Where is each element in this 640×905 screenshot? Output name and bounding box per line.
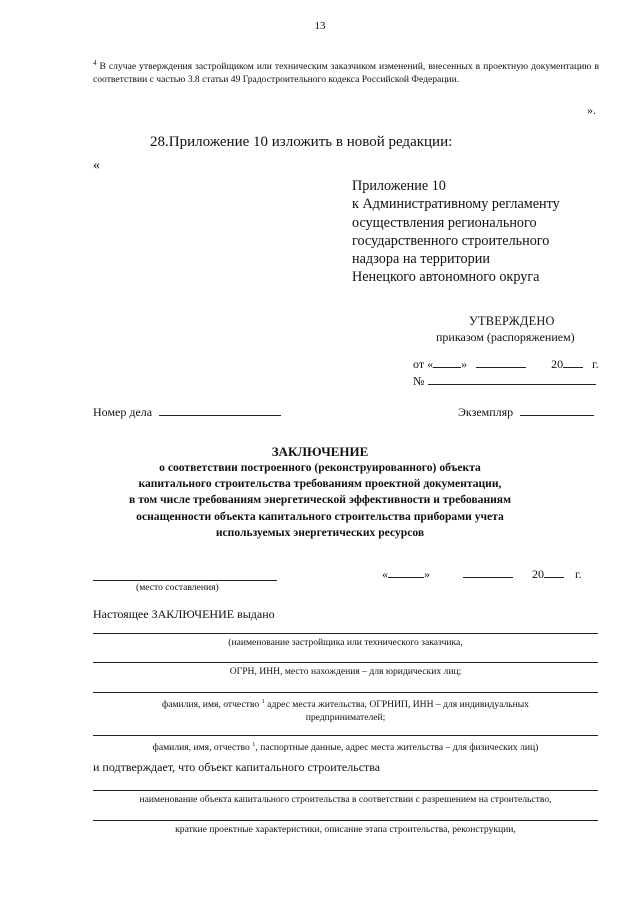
subtitle-line: оснащенности объекта капитального строительства приборами учета bbox=[136, 509, 504, 523]
date-year-blank[interactable] bbox=[544, 566, 564, 578]
entrepreneur-caption-c: предпринимателей; bbox=[305, 712, 386, 724]
subtitle-line: капитального строительства требованиям проектной документации, bbox=[138, 477, 502, 491]
order-number-blank[interactable] bbox=[428, 373, 596, 385]
issued-text: Настоящее ЗАКЛЮЧЕНИЕ выдано bbox=[93, 607, 275, 621]
case-number-blank[interactable] bbox=[159, 404, 281, 416]
copy-label: Экземпляр bbox=[458, 405, 514, 419]
approved-title: УТВЕРЖДЕНО bbox=[469, 314, 555, 328]
entrepreneur-blank[interactable] bbox=[93, 692, 598, 693]
entrepreneur-caption-line bbox=[93, 695, 598, 711]
approved-subtitle: приказом (распоряжением) bbox=[436, 330, 575, 344]
order-year-suffix: г. bbox=[592, 357, 599, 371]
subtitle-line: о соответствии построенного (реконструированного) объекта bbox=[159, 461, 481, 474]
conclusion-date-line bbox=[382, 566, 582, 582]
page-number: 13 bbox=[314, 20, 326, 32]
appendix-line: надзора на территории bbox=[352, 251, 490, 268]
entrepreneur-footnote-marker: 1 bbox=[261, 698, 265, 705]
footnote-closing-quote: ». bbox=[587, 103, 596, 117]
developer-caption: (наименование застройщика или технического заказчика, bbox=[228, 637, 463, 648]
appendix-line: осуществления регионального bbox=[352, 214, 537, 231]
order-quote-close: » bbox=[461, 357, 468, 371]
place-blank[interactable] bbox=[93, 580, 277, 581]
date-year-suffix: г. bbox=[575, 567, 582, 581]
object-name-caption: наименование объекта капитального строительства в соответствии с разрешением на строительство, bbox=[139, 794, 552, 805]
characteristics-blank[interactable] bbox=[93, 820, 598, 821]
date-quote-open: « bbox=[382, 567, 388, 581]
entrepreneur-caption bbox=[93, 695, 598, 724]
subtitle-line: используемых энергетических ресурсов bbox=[215, 525, 425, 539]
appendix-header bbox=[352, 177, 560, 287]
subtitle-line: в том числе требованиям энергетической эффективности и требованиям bbox=[129, 493, 511, 507]
entrepreneur-caption-a: фамилия, имя, отчество bbox=[162, 699, 260, 711]
date-month-blank[interactable] bbox=[463, 566, 513, 578]
legal-entity-blank[interactable] bbox=[93, 662, 598, 663]
footnote-marker: 4 bbox=[93, 59, 97, 67]
footnote-text: В случае утверждения застройщиком или техническим заказчиком изменений, внесенных в проектную документацию в соответствии с частью 3.8 статьи 49 Градостроительного кодекса Российской Федерации. bbox=[93, 61, 599, 86]
date-quote-close: » bbox=[424, 567, 430, 581]
appendix-line: Приложение 10 bbox=[352, 178, 446, 194]
opening-quote: « bbox=[93, 158, 100, 173]
individual-blank[interactable] bbox=[93, 735, 598, 736]
individual-caption-a: фамилия, имя, отчество bbox=[152, 742, 250, 754]
copy-number-blank[interactable] bbox=[520, 404, 594, 416]
date-year-prefix: 20 bbox=[532, 567, 544, 581]
document-title: ЗАКЛЮЧЕНИЕ bbox=[271, 444, 369, 459]
legal-entity-caption: ОГРН, ИНН, место нахождения – для юридических лиц; bbox=[229, 666, 462, 677]
order-year-prefix: 20 bbox=[551, 357, 564, 371]
individual-caption-b: , паспортные данные, адрес места жительства – для физических лиц) bbox=[255, 742, 539, 754]
appendix-line: государственного строительного bbox=[352, 232, 550, 249]
object-name-blank[interactable] bbox=[93, 790, 598, 791]
order-number-label: № bbox=[413, 374, 425, 388]
section-heading: 28.Приложение 10 изложить в новой редакции: bbox=[150, 134, 453, 150]
order-year-blank[interactable] bbox=[563, 356, 583, 368]
individual-footnote-marker: 1 bbox=[252, 741, 256, 748]
document-subtitle bbox=[60, 460, 580, 541]
place-caption: (место составления) bbox=[136, 582, 219, 593]
case-number-label: Номер дела bbox=[93, 405, 153, 419]
individual-caption bbox=[93, 738, 598, 754]
entrepreneur-caption-b: адрес места жительства, ОГРНИП, ИНН – для индивидуальных bbox=[264, 699, 529, 711]
appendix-line: к Административному регламенту bbox=[352, 196, 560, 213]
developer-blank[interactable] bbox=[93, 633, 598, 634]
date-day-blank[interactable] bbox=[388, 566, 424, 578]
order-number-line bbox=[413, 373, 596, 389]
footnote bbox=[93, 57, 599, 86]
order-from-label: от « bbox=[413, 357, 434, 371]
case-number bbox=[93, 404, 281, 420]
appendix-line: Ненецкого автономного округа bbox=[352, 269, 540, 286]
characteristics-caption: краткие проектные характеристики, описание этапа строительства, реконструкции, bbox=[175, 824, 516, 835]
order-month-blank[interactable] bbox=[476, 356, 526, 368]
order-day-blank[interactable] bbox=[433, 356, 461, 368]
confirms-text: и подтверждает, что объект капитального строительства bbox=[93, 760, 381, 774]
copy-number bbox=[458, 404, 594, 420]
order-date-line bbox=[413, 356, 599, 372]
